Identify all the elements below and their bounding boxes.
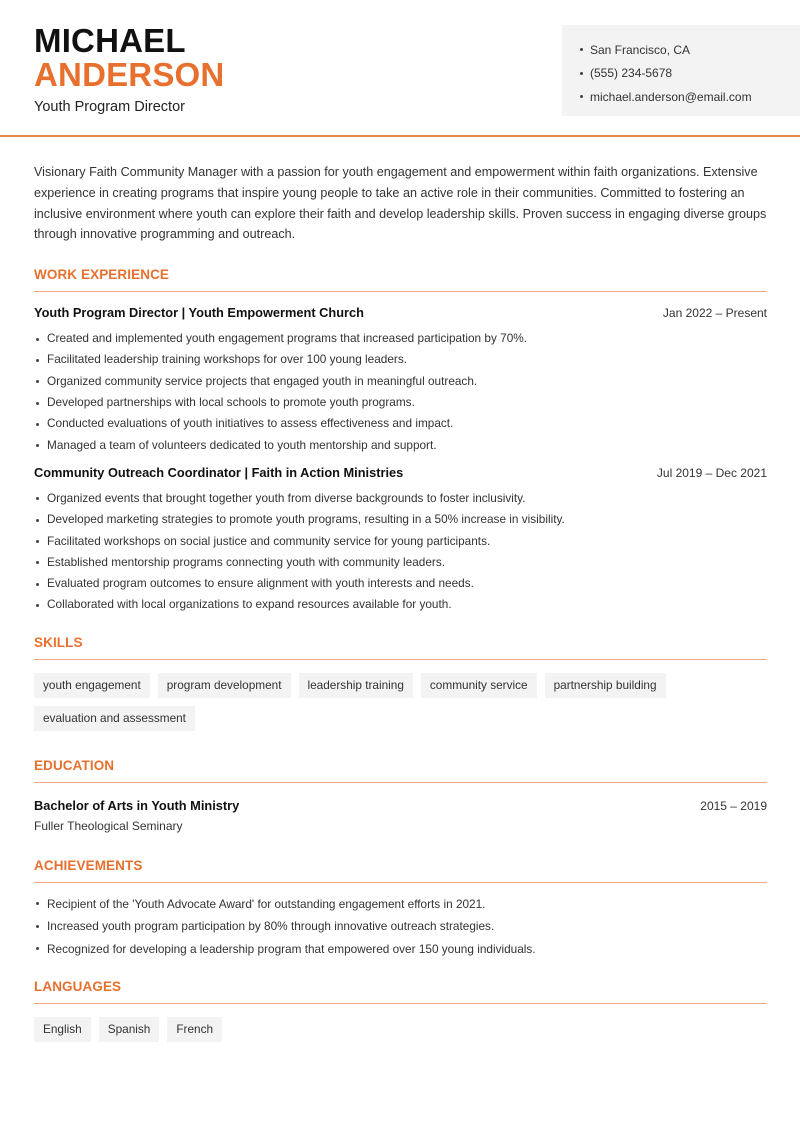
name-block [34,24,224,115]
resume-header [0,0,800,137]
job-title: Youth Program Director [34,99,185,115]
job-bullet: Collaborated with local organizations to expand resources available for youth. [34,594,767,615]
skill-tag: youth engagement [34,673,150,698]
summary: Visionary Faith Community Manager with a passion for youth engagement and empowerment within faith organizations. Extensive experience in creating programs that inspire young people to take an active role in their communities. Committed to fostering an inclusive environment where youth can explore their faith and develop leadership skills. Proven success in engaging diverse groups through innovative programming and outreach. [34,165,767,242]
education-degree: Bachelor of Arts in Youth Ministry [34,797,240,813]
section-title: WORK EXPERIENCE [34,267,767,292]
job-bullet: Facilitated workshops on social justice and community service for young participants. [34,531,767,552]
section-title: LANGUAGES [34,979,767,1004]
skill-tag: community service [421,673,537,698]
job-bullets [34,488,767,616]
languages-section [34,979,767,1042]
job-bullet: Conducted evaluations of youth initiatives to assess effectiveness and impact. [34,413,767,434]
resume-body [34,162,767,1042]
achievements-list [34,893,767,961]
bullet-icon [580,72,583,75]
job-entry [34,465,767,616]
language-tag: Spanish [99,1017,160,1042]
achievement-item: Increased youth program participation by 80% through innovative outreach strategies. [34,915,767,938]
skill-tag: leadership training [299,673,413,698]
bullet-icon [580,95,583,98]
achievement-item: Recognized for developing a leadership program that empowered over 150 young individuals. [34,938,767,961]
job-bullet: Developed marketing strategies to promote youth programs, resulting in a 50% increase in visibility. [34,509,767,530]
education-header [34,798,767,813]
education-section [34,758,767,833]
achievement-item: Recipient of the 'Youth Advocate Award' for outstanding engagement efforts in 2021. [34,893,767,916]
job-role: Youth Program Director | Youth Empowerment Church [34,305,364,321]
section-title: EDUCATION [34,758,767,783]
languages-tags [34,1017,767,1042]
job-role: Community Outreach Coordinator | Faith in Action Ministries [34,464,404,480]
job-header [34,305,767,320]
education-dates: 2015 – 2019 [700,798,767,813]
section-title: ACHIEVEMENTS [34,858,767,883]
job-bullet: Created and implemented youth engagement programs that increased participation by 70%. [34,328,767,349]
job-bullet: Evaluated program outcomes to ensure alignment with youth interests and needs. [34,573,767,594]
contact-email [580,85,800,109]
education-school: Fuller Theological Seminary [34,818,183,833]
job-dates: Jul 2019 – Dec 2021 [656,465,767,480]
email-text[interactable]: michael.anderson@email.com [590,89,752,104]
skill-tag: partnership building [545,673,666,698]
job-header [34,465,767,480]
job-bullet: Established mentorship programs connecting youth with community leaders. [34,552,767,573]
location-text: San Francisco, CA [590,42,691,57]
phone-text: (555) 234-5678 [590,66,673,81]
first-name: MICHAEL [34,22,186,59]
bullet-icon [580,48,583,51]
contact-box [562,25,800,116]
job-bullets [34,328,767,456]
contact-phone [580,62,800,86]
language-tag: English [34,1017,91,1042]
achievements-section [34,858,767,961]
skills-section [34,635,767,731]
job-bullet: Managed a team of volunteers dedicated to youth mentorship and support. [34,435,767,456]
work-experience-section [34,267,767,616]
job-bullet: Facilitated leadership training workshops for over 100 young leaders. [34,349,767,370]
job-bullet: Organized community service projects that engaged youth in meaningful outreach. [34,371,767,392]
job-bullet: Developed partnerships with local schools to promote youth programs. [34,392,767,413]
language-tag: French [167,1017,222,1042]
job-entry [34,305,767,456]
job-bullet: Organized events that brought together youth from diverse backgrounds to foster inclusivity. [34,488,767,509]
skill-tag: program development [158,673,291,698]
job-dates: Jan 2022 – Present [662,306,767,321]
section-title: SKILLS [34,635,767,660]
skills-tags [34,673,767,731]
skill-tag: evaluation and assessment [34,706,195,731]
contact-location [580,38,800,62]
last-name: ANDERSON [34,56,225,93]
